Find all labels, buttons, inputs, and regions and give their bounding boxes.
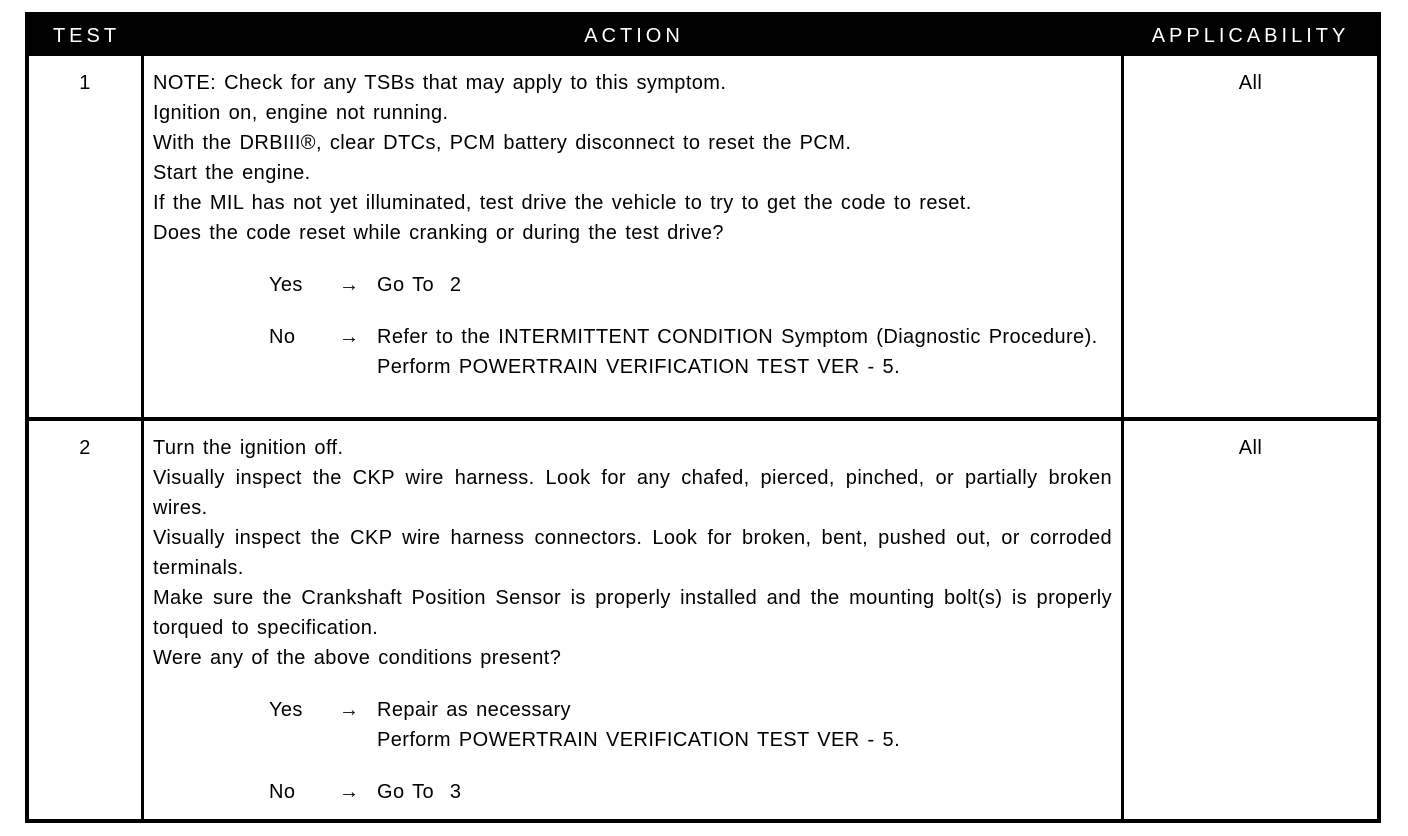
decision-label: No bbox=[269, 326, 296, 348]
column-header-applicability: APPLICABILITY bbox=[1151, 24, 1350, 47]
decision-row bbox=[269, 322, 1112, 382]
decision-result bbox=[377, 777, 1112, 807]
decision-row bbox=[269, 270, 1112, 300]
decision-result-line: Repair as necessary bbox=[377, 699, 571, 721]
decision-row bbox=[269, 777, 1112, 807]
decision-result bbox=[377, 270, 1112, 300]
table-header-row bbox=[29, 16, 1377, 56]
action-paragraph: Turn the ignition off. bbox=[153, 437, 344, 459]
column-header-test: TEST bbox=[52, 24, 121, 47]
arrow-right-icon: → bbox=[339, 781, 360, 803]
decision-row bbox=[269, 695, 1112, 755]
arrow-right-icon: → bbox=[339, 326, 360, 348]
action-paragraph: Visually inspect the CKP wire harness connectors. Look for broken, bent, pushed out, or corroded terminals. bbox=[153, 527, 1112, 579]
action-paragraph: Were any of the above conditions present? bbox=[153, 647, 562, 669]
decision-label: Yes bbox=[269, 699, 303, 721]
test-number: 1 bbox=[29, 56, 144, 417]
decision-result-line: Refer to the INTERMITTENT CONDITION Symptom (Diagnostic Procedure). bbox=[377, 326, 1098, 348]
applicability-value: All bbox=[1238, 437, 1263, 459]
diagnostic-table bbox=[25, 12, 1381, 823]
decision-result-line: Go To 3 bbox=[377, 781, 462, 803]
table-row bbox=[29, 56, 1377, 417]
action-cell bbox=[144, 421, 1124, 819]
action-paragraph: With the DRBIII®, clear DTCs, PCM battery disconnect to reset the PCM. bbox=[153, 132, 852, 154]
decision-result-line: Perform POWERTRAIN VERIFICATION TEST VER - 5. bbox=[377, 356, 901, 378]
test-number: 2 bbox=[29, 421, 144, 819]
arrow-right-icon: → bbox=[339, 274, 360, 296]
action-cell bbox=[144, 56, 1124, 417]
decision-result-line: Perform POWERTRAIN VERIFICATION TEST VER - 5. bbox=[377, 729, 901, 751]
table-row bbox=[29, 417, 1377, 819]
decision-result bbox=[377, 695, 1112, 755]
action-paragraph: If the MIL has not yet illuminated, test drive the vehicle to try to get the code to reset. bbox=[153, 192, 972, 214]
action-paragraph: Make sure the Crankshaft Position Sensor is properly installed and the mounting bolt(s) is properly torqued to specification. bbox=[153, 587, 1112, 639]
arrow-right-icon: → bbox=[339, 699, 360, 721]
action-paragraph: Visually inspect the CKP wire harness. Look for any chafed, pierced, pinched, or partially broken wires. bbox=[153, 467, 1112, 519]
decision-result bbox=[377, 322, 1112, 382]
table-body bbox=[29, 56, 1377, 819]
action-paragraph: NOTE: Check for any TSBs that may apply to this symptom. bbox=[153, 72, 727, 94]
action-paragraph: Ignition on, engine not running. bbox=[153, 102, 449, 124]
decision-result-line: Go To 2 bbox=[377, 274, 462, 296]
applicability-value: All bbox=[1238, 72, 1263, 94]
decision-label: No bbox=[269, 781, 296, 803]
action-paragraph: Does the code reset while cranking or during the test drive? bbox=[153, 222, 724, 244]
column-header-action: ACTION bbox=[584, 24, 684, 47]
action-paragraph: Start the engine. bbox=[153, 162, 311, 184]
decision-label: Yes bbox=[269, 274, 303, 296]
